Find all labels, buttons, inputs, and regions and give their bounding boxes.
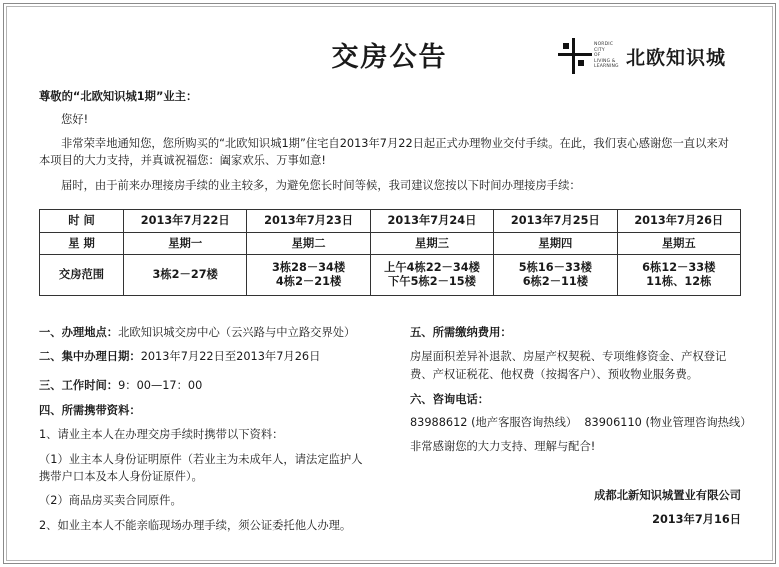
weekday-cell: 星期二	[247, 233, 370, 255]
logo-tagline: NORDIC CITY OF LIVING & LEARNING	[594, 42, 619, 69]
date-cell: 2013年7月25日	[494, 210, 617, 233]
date-cell: 2013年7月23日	[247, 210, 370, 233]
materials-item-1: 1、请业主本人在办理交房手续时携带以下资料：	[39, 428, 284, 441]
intro-line-3: 届时，由于前来办理接房手续的业主较多，为避免您长时间等候，我司建议您按以下时间办理接房手续：	[61, 179, 581, 192]
section-hours: 三、工作时间：9：00—17：00	[39, 379, 203, 392]
intro-line-2: 本项目的大力支持，并真诚祝福您：阖家欢乐、万事如意!	[39, 154, 326, 167]
phone-numbers: 83988612 (地产客服咨询热线） 83906110 (物业管理咨询热线）	[410, 416, 752, 429]
materials-item-1a-line-2: 携带户口本及本人身份证原件）。	[39, 470, 203, 483]
table-row-ranges	[40, 255, 741, 296]
range-cell: 上午4栋22－34楼 下午5栋2－15楼	[370, 255, 493, 296]
date-cell: 2013年7月24日	[370, 210, 493, 233]
section-materials-heading: 四、所需携带资料：	[39, 404, 141, 417]
table-row-dates	[40, 210, 741, 233]
thanks-note: 非常感谢您的大力支持、理解与配合!	[410, 440, 596, 453]
section-phone-heading: 六、咨询电话：	[410, 393, 490, 406]
materials-item-1a-line-1: （1）业主本人身份证明原件（若业主为未成年人，请法定监护人	[39, 453, 363, 466]
issue-date: 2013年7月16日	[652, 513, 741, 526]
table-row-weekdays	[40, 233, 741, 255]
range-cell: 5栋16－33楼 6栋2－11楼	[494, 255, 617, 296]
section-fees-heading: 五、所需缴纳费用：	[410, 326, 512, 339]
weekday-cell: 星期四	[494, 233, 617, 255]
row-label-weekday: 星 期	[40, 233, 124, 255]
weekday-cell: 星期三	[370, 233, 493, 255]
range-cell: 6栋12－33楼 11栋、12栋	[617, 255, 740, 296]
section-dates: 二、集中办理日期：2013年7月22日至2013年7月26日	[39, 350, 321, 363]
date-cell: 2013年7月22日	[124, 210, 247, 233]
weekday-cell: 星期一	[124, 233, 247, 255]
materials-item-2: 2、如业主本人不能亲临现场办理手续，须公证委托他人办理。	[39, 519, 352, 532]
row-label-range: 交房范围	[40, 255, 124, 296]
logo-cross-icon	[558, 38, 592, 74]
greeting: 您好!	[61, 113, 89, 126]
materials-item-1b: （2）商品房买卖合同原件。	[39, 494, 182, 507]
logo-name: 北欧知识城	[626, 47, 727, 69]
date-cell: 2013年7月26日	[617, 210, 740, 233]
page-title: 交房公告	[331, 42, 448, 73]
range-cell: 3栋28－34楼 4栋2－21楼	[247, 255, 370, 296]
salutation: 尊敬的“北欧知识城1期”业主：	[39, 90, 198, 103]
fees-line-2: 费、产权证税花、他权费（按揭客户）、预收物业服务费。	[410, 368, 699, 381]
intro-line-1: 非常荣幸地通知您，您所购买的“北欧知识城1期”住宅自2013年7月22日起正式办理物业交付手续。在此，我们衷心感谢您一直以来对	[61, 137, 729, 150]
company-signature: 成都北新知识城置业有限公司	[594, 489, 741, 502]
range-cell: 3栋2－27楼	[124, 255, 247, 296]
fees-line-1: 房屋面积差异补退款、房屋产权契税、专项维修资金、产权登记	[410, 350, 727, 363]
handover-schedule-table	[39, 209, 741, 296]
section-location: 一、办理地点：北欧知识城交房中心（云兴路与中立路交界处）	[39, 326, 356, 339]
weekday-cell: 星期五	[617, 233, 740, 255]
row-label-time: 时 间	[40, 210, 124, 233]
